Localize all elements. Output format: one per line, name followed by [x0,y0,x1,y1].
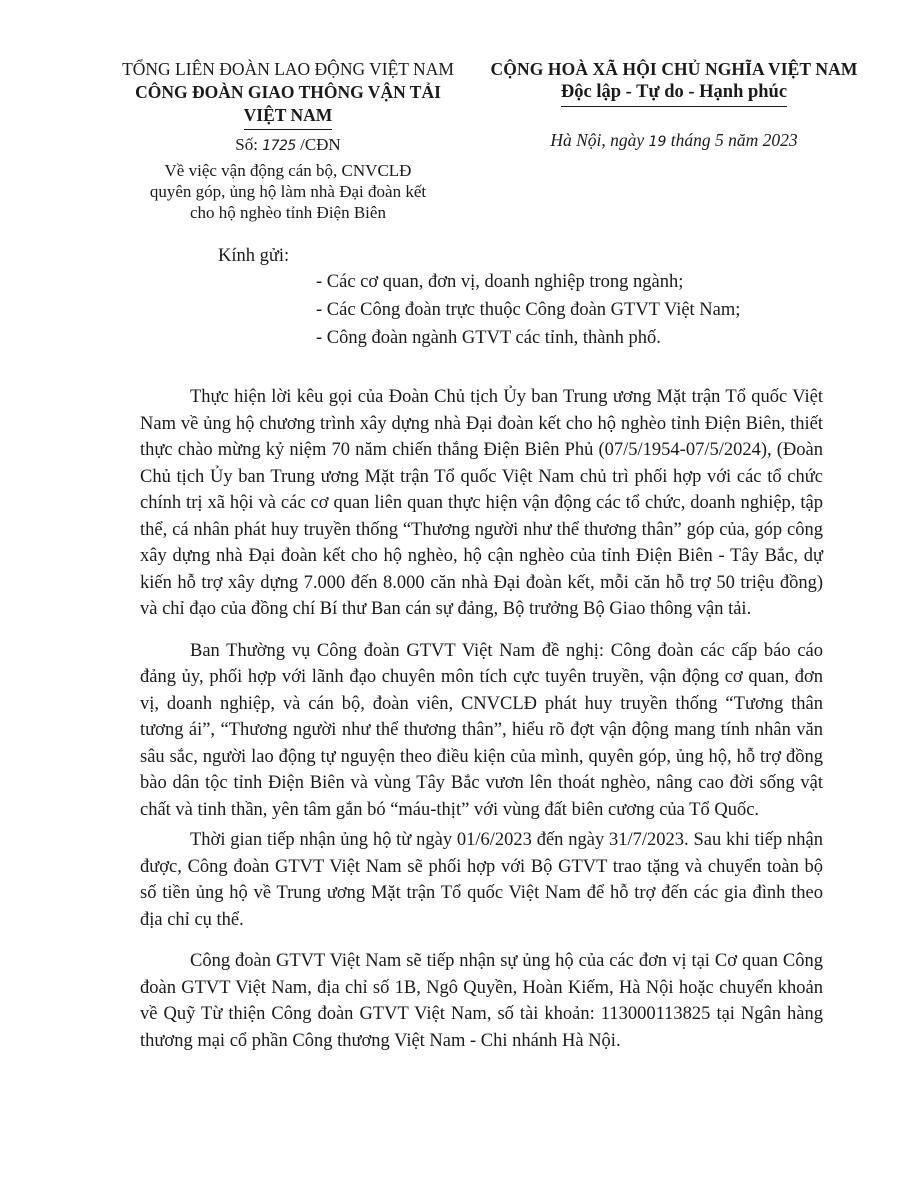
national-header [478,58,870,107]
document-number-suffix: /CĐN [295,135,341,154]
issuer-parent-org: TỔNG LIÊN ĐOÀN LAO ĐỘNG VIỆT NAM [122,59,454,79]
issuer-org-country: VIỆT NAM [244,104,333,130]
recipient-list [316,268,740,352]
document-number-prefix: Số: [235,135,263,154]
body-paragraph: Ban Thường vụ Công đoàn GTVT Việt Nam đề nghị: Công đoàn các cấp báo cáo đảng ủy, phối hợp với lãnh đạo chuyên môn tích cực tuyên truyền, vận động cơ quan, đơn vị, doanh nghiệp, và cán bộ, đoàn viên, CNVCLĐ phát huy truyền thống “Tương thân tương ái”, “Thương người như thể thương thân”, hiểu rõ đợt vận động mang tính nhân văn sâu sắc, người lao động tự nguyện theo điều kiện của mình, quyên góp, ủng hộ, hỗ trợ đồng bào dân tộc tỉnh Điện Biên và vùng Tây Bắc vươn lên thoát nghèo, nâng cao đời sống vật chất và tinh thần, yên tâm gắn bó “máu-thịt” với vùng đất biên cương của Tổ Quốc. [140,640,823,820]
recipient-item: - Công đoàn ngành GTVT các tỉnh, thành phố. [316,328,661,348]
document-number [108,135,468,155]
recipient-item: - Các cơ quan, đơn vị, doanh nghiệp trong ngành; [316,272,684,292]
body-paragraph: Thời gian tiếp nhận ủng hộ từ ngày 01/6/2023 đến ngày 31/7/2023. Sau khi tiếp nhận được, Công đoàn GTVT Việt Nam sẽ phối hợp với Bộ GTVT trao tặng và chuyển toàn bộ số tiền ủng hộ về Trung ương Mặt trận Tổ quốc Việt Nam để hỗ trợ đến các gia đình theo địa chỉ cụ thể. [140,830,823,930]
date-suffix: tháng 5 năm 2023 [666,130,798,150]
subject-line: quyên góp, ủng hộ làm nhà Đại đoàn kết [149,182,427,201]
issuer-header [108,58,468,130]
greeting: Kính gửi: [218,246,290,266]
subject-block [108,160,468,223]
letter-body [140,384,823,1069]
subject-line: cho hộ nghèo tỉnh Điện Biên [190,203,386,222]
date-line [478,130,870,151]
body-paragraph: Công đoàn GTVT Việt Nam sẽ tiếp nhận sự ủng hộ của các đơn vị tại Cơ quan Công đoàn GTVT Việt Nam, địa chỉ số 1B, Ngô Quyền, Hoàn Kiếm, Hà Nội hoặc chuyển khoản về Quỹ Từ thiện Công đoàn GTVT Việt Nam, số tài khoản: 113000113825 tại Ngân hàng thương mại cổ phần Công thương Việt Nam - Chi nhánh Hà Nội. [140,951,823,1051]
document-number-handwritten: 1725 [262,138,296,154]
national-motto: Độc lập - Tự do - Hạnh phúc [561,81,787,107]
date-day-handwritten: 19 [648,134,667,150]
body-paragraph: Thực hiện lời kêu gọi của Đoàn Chủ tịch Ủy ban Trung ương Mặt trận Tổ quốc Việt Nam về ủng hộ chương trình xây dựng nhà Đại đoàn kết cho hộ nghèo tỉnh Điện Biên, thiết thực chào mừng kỷ niệm 70 năm chiến thắng Điện Biên Phủ (07/5/1954-07/5/2024), (Đoàn Chủ tịch Ủy ban Trung ương Mặt trận Tổ quốc Việt Nam chủ trì phối hợp với các tổ chức chính trị xã hội và các cơ quan liên quan thực hiện vận động các tổ chức, doanh nghiệp, tập thể, cá nhân phát huy truyền thống “Thương người như thể thương thân” góp của, góp công xây dựng nhà Đại đoàn kết cho hộ nghèo, hộ cận nghèo của tỉnh Điện Biên - Tây Bắc, dự kiến hỗ trợ xây dựng 7.000 đến 8.000 căn nhà Đại đoàn kết, mỗi căn hỗ trợ 50 triệu đồng) và chỉ đạo của đồng chí Bí thư Ban cán sự đảng, Bộ trưởng Bộ Giao thông vận tải. [140,387,823,619]
recipient-item: - Các Công đoàn trực thuộc Công đoàn GTVT Việt Nam; [316,300,741,320]
date-prefix: Hà Nội, ngày [550,130,649,150]
issuer-org-line: CÔNG ĐOÀN GIAO THÔNG VẬN TẢI [135,82,441,102]
national-title: CỘNG HOÀ XÃ HỘI CHỦ NGHĨA VIỆT NAM [490,59,858,79]
subject-line: Về việc vận động cán bộ, CNVCLĐ [164,161,412,180]
